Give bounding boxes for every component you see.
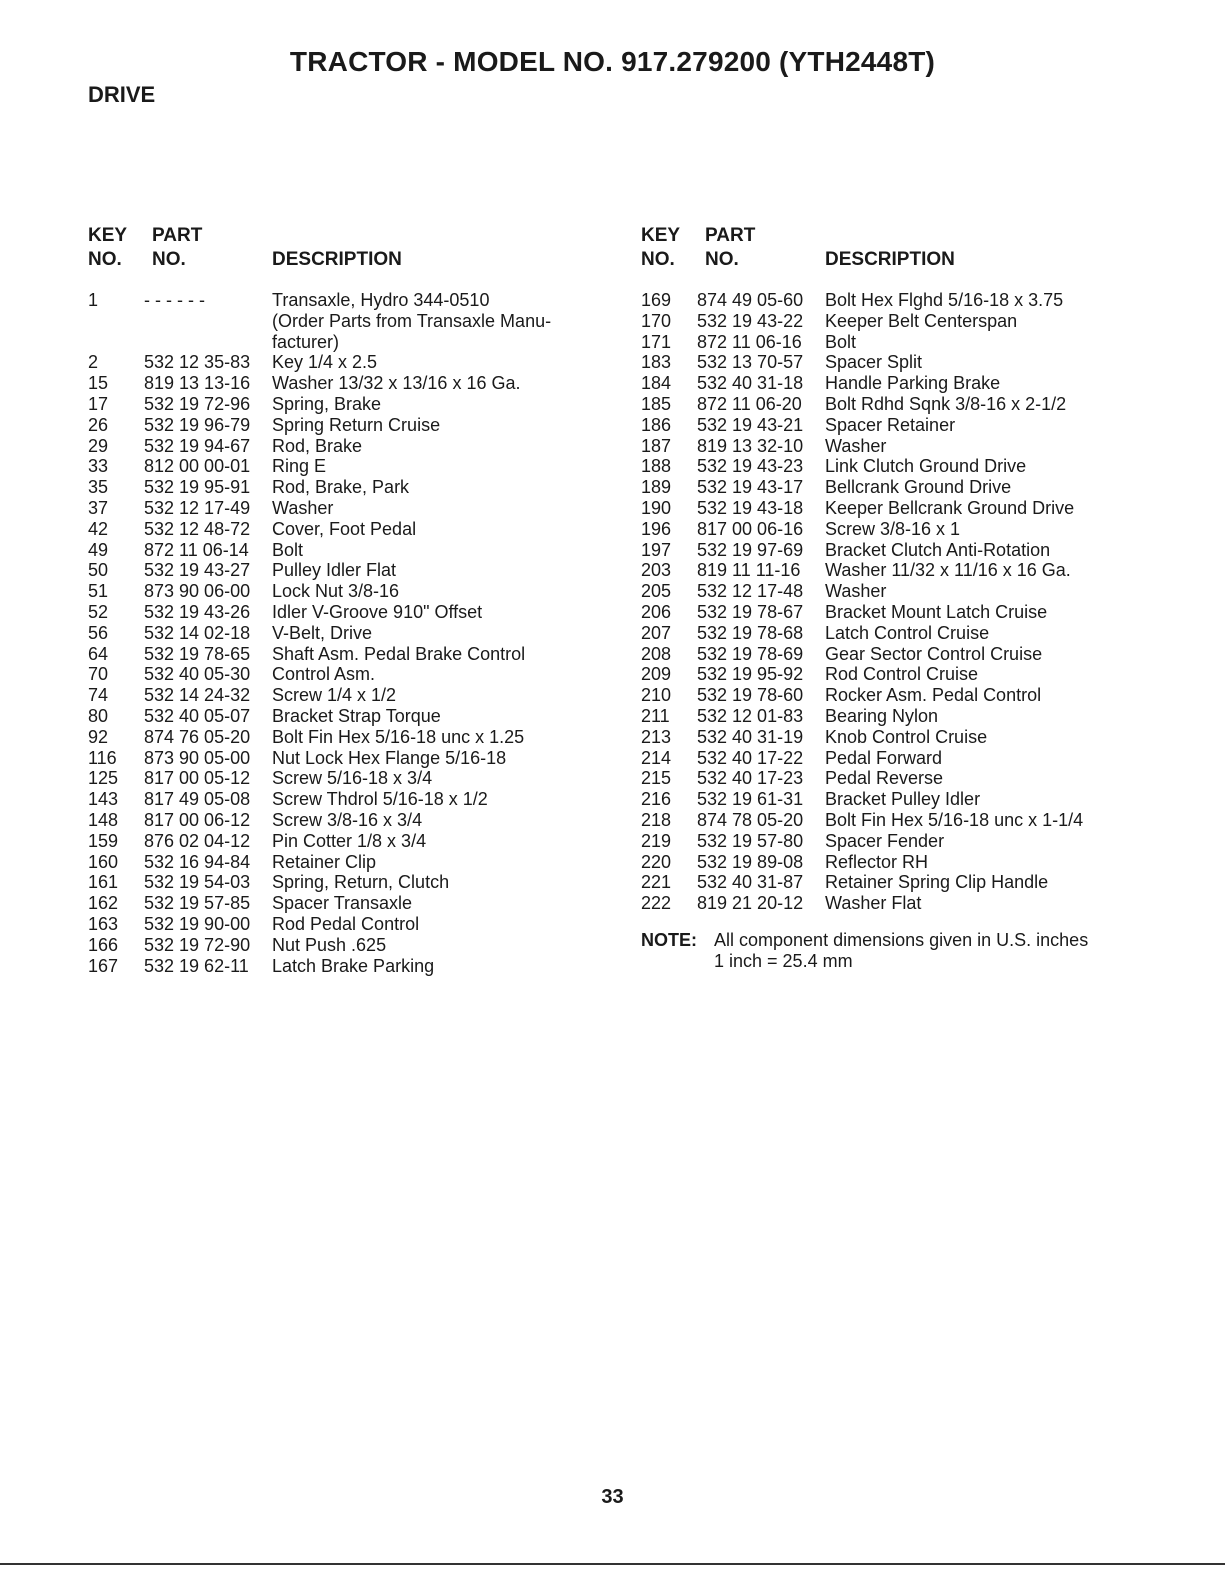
key-number: 51 — [88, 581, 109, 602]
part-description: Screw 3/8-16 x 1 — [825, 518, 961, 539]
key-number: 80 — [88, 705, 109, 726]
part-description: Control Asm. — [272, 664, 376, 685]
key-number: 210 — [641, 685, 672, 706]
part-description: Screw 1/4 x 1/2 — [272, 685, 397, 706]
key-number: 190 — [641, 497, 672, 518]
part-description: Pedal Forward — [825, 747, 943, 768]
parts-row — [88, 644, 608, 665]
parts-row — [641, 852, 1201, 873]
parts-row — [641, 352, 1201, 373]
part-description: Screw 3/8-16 x 3/4 — [272, 809, 423, 830]
part-description: Spacer Fender — [825, 830, 945, 851]
part-description: Pulley Idler Flat — [272, 560, 397, 581]
part-description: Rod, Brake — [272, 435, 363, 456]
part-description: Washer 13/32 x 13/16 x 16 Ga. — [272, 373, 521, 394]
parts-list-left — [88, 226, 608, 976]
parts-row — [88, 436, 608, 457]
parts-row — [641, 332, 1201, 353]
parts-row — [88, 623, 608, 644]
part-description: Spring Return Cruise — [272, 414, 441, 435]
part-description: Link Clutch Ground Drive — [825, 456, 1027, 477]
part-description: Screw 5/16-18 x 3/4 — [272, 768, 433, 789]
parts-row — [641, 768, 1201, 789]
part-number: 819 11 11-16 — [697, 560, 801, 581]
parts-row — [88, 727, 608, 748]
part-number: 532 19 78-60 — [697, 685, 804, 706]
key-number: 219 — [641, 830, 672, 851]
parts-list-right — [641, 226, 1201, 972]
part-number: 874 76 05-20 — [144, 726, 251, 747]
part-description: Washer — [825, 581, 887, 602]
key-number: 35 — [88, 477, 109, 498]
key-header-line2: NO. — [88, 249, 122, 270]
key-number: 15 — [88, 373, 109, 394]
part-number: 872 11 06-14 — [144, 539, 249, 560]
key-number: 185 — [641, 393, 672, 414]
key-number: 207 — [641, 622, 672, 643]
key-number: 92 — [88, 726, 109, 747]
parts-row — [641, 706, 1201, 727]
parts-row — [641, 436, 1201, 457]
parts-row — [88, 831, 608, 852]
description-header: DESCRIPTION — [272, 249, 402, 270]
part-description: Rod, Brake, Park — [272, 477, 410, 498]
key-number: 42 — [88, 518, 109, 539]
part-number: 532 12 01-83 — [697, 705, 804, 726]
part-number: 872 11 06-20 — [697, 393, 802, 414]
key-number: 74 — [88, 685, 109, 706]
description-header: DESCRIPTION — [825, 249, 955, 270]
part-number: 532 19 43-21 — [697, 414, 804, 435]
part-number: 532 19 54-03 — [144, 872, 251, 893]
parts-row — [88, 373, 608, 394]
column-header — [641, 226, 1201, 290]
key-header-line1: KEY — [88, 225, 128, 246]
part-number: 532 19 43-17 — [697, 477, 804, 498]
key-number: 148 — [88, 809, 119, 830]
key-number: 184 — [641, 373, 672, 394]
parts-row — [88, 664, 608, 685]
parts-rows — [641, 290, 1201, 914]
parts-row — [88, 456, 608, 477]
part-description: Bolt Hex Flghd 5/16-18 x 3.75 — [825, 290, 1064, 310]
part-header-line1: PART — [152, 225, 203, 246]
parts-row — [641, 560, 1201, 581]
parts-row — [88, 477, 608, 498]
part-number: 819 13 32-10 — [697, 435, 804, 456]
key-number: 214 — [641, 747, 672, 768]
part-description: Spring, Brake — [272, 393, 382, 414]
parts-row — [88, 602, 608, 623]
part-description: Pedal Reverse — [825, 768, 944, 789]
part-description: Bolt Fin Hex 5/16-18 unc x 1-1/4 — [825, 809, 1084, 830]
parts-row — [88, 872, 608, 893]
part-number: 532 14 02-18 — [144, 622, 251, 643]
key-number: 166 — [88, 934, 119, 955]
part-number: 819 21 20-12 — [697, 893, 804, 914]
parts-row — [641, 415, 1201, 436]
part-description: Cover, Foot Pedal — [272, 518, 417, 539]
key-number: 17 — [88, 393, 109, 414]
part-description: Shaft Asm. Pedal Brake Control — [272, 643, 526, 664]
parts-row — [641, 685, 1201, 706]
parts-row — [88, 706, 608, 727]
key-number: 206 — [641, 601, 672, 622]
key-number: 56 — [88, 622, 109, 643]
page-number: 33 — [601, 1486, 624, 1508]
key-number: 221 — [641, 872, 672, 893]
key-number: 169 — [641, 290, 672, 310]
parts-row — [88, 935, 608, 956]
part-header-line2: NO. — [152, 249, 186, 270]
bottom-rule — [0, 1563, 1225, 1565]
parts-row — [88, 748, 608, 769]
part-description: Washer 11/32 x 11/16 x 16 Ga. — [825, 560, 1071, 581]
part-number: 817 00 06-16 — [697, 518, 804, 539]
parts-row — [641, 456, 1201, 477]
key-number: 116 — [88, 747, 117, 768]
key-number: 49 — [88, 539, 109, 560]
part-description: Nut Push .625 — [272, 934, 387, 955]
part-number: 532 12 17-49 — [144, 497, 251, 518]
part-description: Retainer Clip — [272, 851, 377, 872]
part-number: 532 19 43-26 — [144, 601, 251, 622]
part-number: - - - - - - — [144, 290, 205, 310]
part-number: 532 19 62-11 — [144, 955, 249, 976]
part-number: 532 19 43-18 — [697, 497, 804, 518]
part-description: V-Belt, Drive — [272, 622, 373, 643]
parts-row — [88, 290, 608, 352]
part-description: Gear Sector Control Cruise — [825, 643, 1043, 664]
part-description: Spring, Return, Clutch — [272, 872, 450, 893]
parts-row — [641, 602, 1201, 623]
parts-row — [88, 540, 608, 561]
part-number: 532 19 43-22 — [697, 310, 804, 331]
parts-row — [641, 477, 1201, 498]
key-number: 218 — [641, 809, 672, 830]
part-number: 817 49 05-08 — [144, 789, 251, 810]
part-description: Washer Flat — [825, 893, 922, 914]
part-number: 532 40 17-22 — [697, 747, 804, 768]
key-number: 143 — [88, 789, 119, 810]
key-number: 220 — [641, 851, 672, 872]
parts-row — [88, 581, 608, 602]
key-number: 33 — [88, 456, 109, 477]
part-description: Rocker Asm. Pedal Control — [825, 685, 1042, 706]
part-description: Bolt — [825, 331, 857, 352]
part-number: 532 19 95-92 — [697, 664, 804, 685]
part-description: Rod Pedal Control — [272, 913, 420, 934]
part-description: Latch Brake Parking — [272, 955, 435, 976]
part-description: Pin Cotter 1/8 x 3/4 — [272, 830, 427, 851]
part-description: Spacer Transaxle — [272, 893, 413, 914]
key-number: 159 — [88, 830, 119, 851]
key-number: 213 — [641, 726, 672, 747]
part-number: 532 13 70-57 — [697, 352, 804, 373]
part-number: 532 12 35-83 — [144, 352, 251, 373]
parts-row — [641, 789, 1201, 810]
key-number: 222 — [641, 893, 672, 914]
part-number: 873 90 05-00 — [144, 747, 251, 768]
part-description: Ring E — [272, 456, 327, 477]
key-number: 162 — [88, 893, 119, 914]
parts-row — [641, 644, 1201, 665]
key-number: 37 — [88, 497, 109, 518]
parts-row — [88, 394, 608, 415]
part-number: 532 19 90-00 — [144, 913, 251, 934]
part-description: Retainer Spring Clip Handle — [825, 872, 1049, 893]
key-number: 29 — [88, 435, 109, 456]
parts-row — [641, 623, 1201, 644]
key-number: 50 — [88, 560, 109, 581]
part-number: 532 19 78-69 — [697, 643, 804, 664]
parts-row — [88, 352, 608, 373]
part-number: 532 19 78-65 — [144, 643, 251, 664]
note — [641, 930, 1201, 972]
part-description: Keeper Bellcrank Ground Drive — [825, 497, 1075, 518]
part-number: 532 40 17-23 — [697, 768, 804, 789]
parts-row — [641, 373, 1201, 394]
part-description: Rod Control Cruise — [825, 664, 979, 685]
part-description: Screw Thdrol 5/16-18 x 1/2 — [272, 789, 488, 810]
parts-row — [88, 415, 608, 436]
part-description: Lock Nut 3/8-16 — [272, 581, 400, 602]
key-number: 208 — [641, 643, 672, 664]
parts-row — [88, 810, 608, 831]
part-number: 532 19 78-67 — [697, 601, 804, 622]
part-number: 532 40 31-18 — [697, 373, 804, 394]
part-description: Idler V-Groove 910" Offset — [272, 601, 483, 622]
key-number: 2 — [88, 352, 99, 373]
part-description: Bracket Strap Torque — [272, 705, 441, 726]
key-number: 197 — [641, 539, 672, 560]
note-text: All component dimensions given in U.S. inches 1 inch = 25.4 mm — [714, 929, 1089, 971]
part-description: Bolt — [272, 539, 304, 560]
column-header — [88, 226, 608, 290]
parts-row — [88, 768, 608, 789]
parts-row — [641, 831, 1201, 852]
key-number: 52 — [88, 601, 109, 622]
key-number: 211 — [641, 705, 670, 726]
part-description: Knob Control Cruise — [825, 726, 988, 747]
parts-row — [88, 498, 608, 519]
part-number: 532 19 97-69 — [697, 539, 804, 560]
parts-row — [641, 519, 1201, 540]
page-title: TRACTOR - MODEL NO. 917.279200 (YTH2448T) — [289, 46, 936, 77]
part-description: Reflector RH — [825, 851, 929, 872]
part-description: Latch Control Cruise — [825, 622, 990, 643]
part-number: 532 19 43-23 — [697, 456, 804, 477]
parts-row — [641, 664, 1201, 685]
key-number: 160 — [88, 851, 119, 872]
part-number: 873 90 06-00 — [144, 581, 251, 602]
parts-row — [641, 498, 1201, 519]
part-description: Washer — [825, 435, 887, 456]
part-description: Handle Parking Brake — [825, 373, 1001, 394]
parts-row — [641, 893, 1201, 914]
part-description: Bellcrank Ground Drive — [825, 477, 1012, 498]
part-number: 532 19 96-79 — [144, 414, 251, 435]
key-number: 161 — [88, 872, 119, 893]
part-number: 532 16 94-84 — [144, 851, 251, 872]
key-number: 187 — [641, 435, 672, 456]
part-number: 532 19 89-08 — [697, 851, 804, 872]
part-number: 532 12 48-72 — [144, 518, 251, 539]
part-description: Bolt Rdhd Sqnk 3/8-16 x 2-1/2 — [825, 393, 1067, 414]
key-number: 70 — [88, 664, 109, 685]
part-number: 532 19 57-85 — [144, 893, 251, 914]
key-number: 163 — [88, 913, 119, 934]
part-description: Spacer Split — [825, 352, 923, 373]
parts-rows — [88, 290, 608, 976]
part-number: 532 40 05-07 — [144, 705, 251, 726]
part-number: 532 40 31-19 — [697, 726, 804, 747]
part-number: 532 40 05-30 — [144, 664, 251, 685]
part-description: Keeper Belt Centerspan — [825, 310, 1018, 331]
parts-row — [641, 810, 1201, 831]
parts-row — [88, 914, 608, 935]
part-description: Bracket Clutch Anti-Rotation — [825, 539, 1051, 560]
key-number: 125 — [88, 768, 119, 789]
parts-row — [641, 727, 1201, 748]
key-number: 205 — [641, 581, 672, 602]
part-description: Bolt Fin Hex 5/16-18 unc x 1.25 — [272, 726, 525, 747]
key-number: 1 — [88, 290, 99, 310]
key-number: 196 — [641, 518, 672, 539]
part-number: 532 19 78-68 — [697, 622, 804, 643]
parts-row — [641, 311, 1201, 332]
parts-row — [88, 560, 608, 581]
part-number: 874 78 05-20 — [697, 809, 804, 830]
part-number: 532 14 24-32 — [144, 685, 251, 706]
key-number: 186 — [641, 414, 672, 435]
part-number: 812 00 00-01 — [144, 456, 251, 477]
key-number: 171 — [641, 331, 672, 352]
part-number: 817 00 05-12 — [144, 768, 251, 789]
part-header-line1: PART — [705, 225, 756, 246]
part-description: Key 1/4 x 2.5 — [272, 352, 378, 373]
part-number: 819 13 13-16 — [144, 373, 251, 394]
part-number: 532 19 57-80 — [697, 830, 804, 851]
part-header-line2: NO. — [705, 249, 739, 270]
key-number: 215 — [641, 768, 672, 789]
parts-row — [88, 852, 608, 873]
key-number: 64 — [88, 643, 109, 664]
part-number: 817 00 06-12 — [144, 809, 251, 830]
key-number: 209 — [641, 664, 672, 685]
parts-row — [641, 290, 1201, 311]
part-description: Bearing Nylon — [825, 705, 939, 726]
key-number: 183 — [641, 352, 672, 373]
part-number: 876 02 04-12 — [144, 830, 251, 851]
part-number: 532 12 17-48 — [697, 581, 804, 602]
part-number: 532 19 94-67 — [144, 435, 251, 456]
parts-row — [641, 581, 1201, 602]
parts-row — [641, 540, 1201, 561]
part-number: 872 11 06-16 — [697, 331, 802, 352]
key-number: 203 — [641, 560, 672, 581]
section-title: DRIVE — [88, 82, 156, 107]
key-number: 167 — [88, 955, 119, 976]
parts-row — [88, 789, 608, 810]
parts-row — [88, 956, 608, 977]
key-number: 216 — [641, 789, 672, 810]
parts-row — [641, 748, 1201, 769]
key-number: 189 — [641, 477, 672, 498]
key-header-line1: KEY — [641, 225, 681, 246]
parts-row — [641, 394, 1201, 415]
part-number: 874 49 05-60 — [697, 290, 804, 310]
part-number: 532 19 61-31 — [697, 789, 804, 810]
part-number: 532 40 31-87 — [697, 872, 804, 893]
key-header-line2: NO. — [641, 249, 675, 270]
parts-row — [88, 893, 608, 914]
note-label: NOTE: — [641, 929, 697, 950]
part-number: 532 19 72-90 — [144, 934, 251, 955]
key-number: 188 — [641, 456, 672, 477]
part-description: Spacer Retainer — [825, 414, 956, 435]
part-number: 532 19 95-91 — [144, 477, 251, 498]
parts-row — [641, 872, 1201, 893]
parts-row — [88, 519, 608, 540]
part-description: Nut Lock Hex Flange 5/16-18 — [272, 747, 507, 768]
part-number: 532 19 43-27 — [144, 560, 251, 581]
part-description: Bracket Pulley Idler — [825, 789, 981, 810]
part-number: 532 19 72-96 — [144, 393, 251, 414]
part-description: Bracket Mount Latch Cruise — [825, 601, 1048, 622]
part-description: Transaxle, Hydro 344-0510 (Order Parts from Transaxle Manu- facturer) — [272, 290, 552, 352]
part-description: Washer — [272, 497, 334, 518]
parts-row — [88, 685, 608, 706]
key-number: 170 — [641, 310, 672, 331]
key-number: 26 — [88, 414, 109, 435]
